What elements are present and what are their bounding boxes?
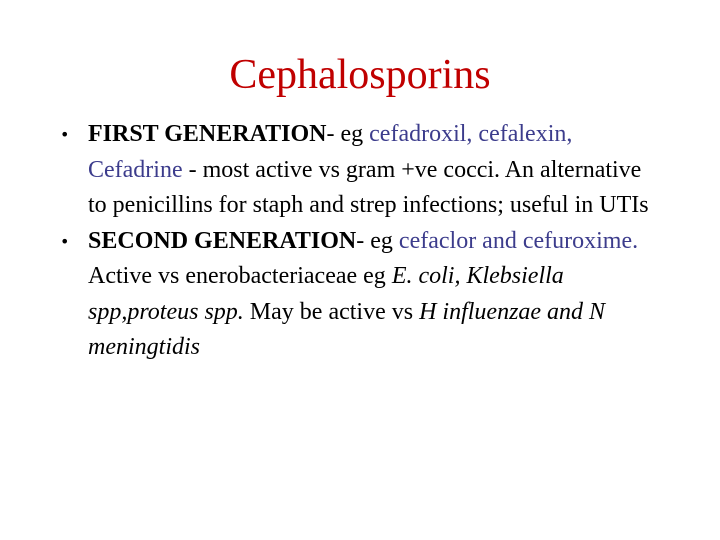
slide-title: Cephalosporins xyxy=(229,52,491,98)
drug-names: Cefadrine xyxy=(88,156,183,183)
bullet-separator: - eg xyxy=(326,121,370,147)
organism-names: H influenzae and N meningtidis xyxy=(88,298,606,360)
organism-names: E. coli, Klebsiella spp,proteus spp. xyxy=(88,263,564,325)
bullet-list xyxy=(60,117,660,366)
bullet-text: Active vs enerobacteriaceae eg xyxy=(88,263,392,289)
bullet-separator: - eg xyxy=(356,227,399,254)
bullet-first-generation xyxy=(60,117,660,224)
bullet-marker: • xyxy=(60,125,70,144)
bullet-heading: SECOND GENERATION xyxy=(88,227,357,254)
bullet-text: May be active vs xyxy=(243,298,420,325)
drug-names: cefadroxil, cefalexin, xyxy=(369,121,573,147)
bullet-marker: • xyxy=(60,231,70,251)
bullet-text: - most active vs gram +ve cocci. An alternative to penicillins for staph and strep infections; useful in UTIs xyxy=(88,156,649,218)
bullet-second-generation xyxy=(60,224,660,366)
bullet-heading: FIRST GENERATION xyxy=(88,121,327,147)
drug-names: cefaclor and cefuroxime. xyxy=(398,227,639,254)
